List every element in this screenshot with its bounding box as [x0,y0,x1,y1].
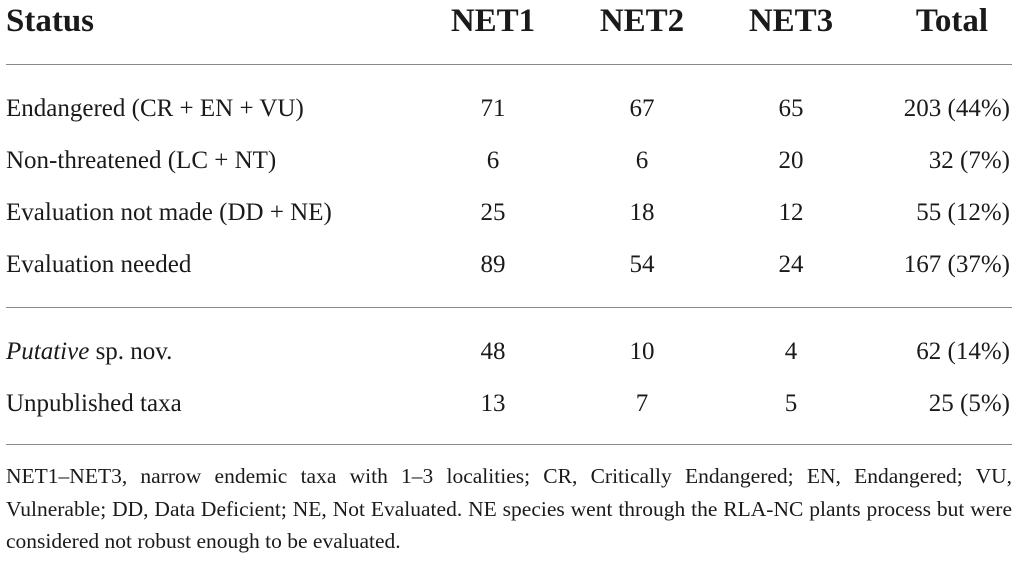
row-net2: 6 [635,147,649,174]
row-net1: 13 [480,390,506,417]
row-net1: 71 [480,95,506,122]
row-net3: 4 [784,338,798,365]
header-net2: NET2 [599,3,685,39]
header-status: Status [6,3,95,39]
header-net1: NET1 [450,3,536,39]
row-net1: 6 [486,147,500,174]
table-header-row [0,0,1017,42]
row-net2: 18 [629,199,655,226]
row-net3: 20 [778,147,804,174]
row-total: 32 (7%) [928,147,1010,174]
table-row [0,89,1017,129]
row-net3: 12 [778,199,804,226]
row-status: Endangered (CR + EN + VU) [6,95,304,122]
row-total: 62 (14%) [916,338,1010,365]
row-status: Unpublished taxa [6,390,182,417]
row-status-rest: sp. nov. [89,338,173,365]
row-net1: 89 [480,251,506,278]
header-divider [6,64,1012,65]
row-total: 55 (12%) [916,199,1010,226]
row-total: 203 (44%) [903,95,1010,122]
table-row [0,193,1017,233]
header-total: Total [915,3,989,39]
row-net1: 25 [480,199,506,226]
row-net2: 10 [629,338,655,365]
row-net2: 67 [629,95,655,122]
table-footnote: NET1–NET3, narrow endemic taxa with 1–3 localities; CR, Critically Endangered; EN, Endangered; VU, Vulnerable; DD, Data Deficient; NE, Not Evaluated. NE species went through the RLA-NC plants process but were considered not robust enough to be evaluated. [6,464,1012,553]
table-row [0,332,1017,372]
table-row [0,245,1017,285]
row-status: Evaluation needed [6,251,192,278]
row-status [6,332,172,372]
row-net3: 65 [778,95,804,122]
row-total: 167 (37%) [903,251,1010,278]
row-status: Evaluation not made (DD + NE) [6,199,332,226]
row-net2: 7 [635,390,649,417]
table-row [0,384,1017,424]
header-net3: NET3 [748,3,834,39]
row-status-italic: Putative [6,338,90,365]
table-bottom-divider [6,444,1012,445]
row-total: 25 (5%) [928,390,1010,417]
row-status: Non-threatened (LC + NT) [6,147,277,174]
row-net3: 5 [784,390,798,417]
group-divider [6,307,1012,308]
row-net3: 24 [778,251,804,278]
table-row [0,141,1017,181]
row-net1: 48 [480,338,506,365]
row-net2: 54 [629,251,655,278]
